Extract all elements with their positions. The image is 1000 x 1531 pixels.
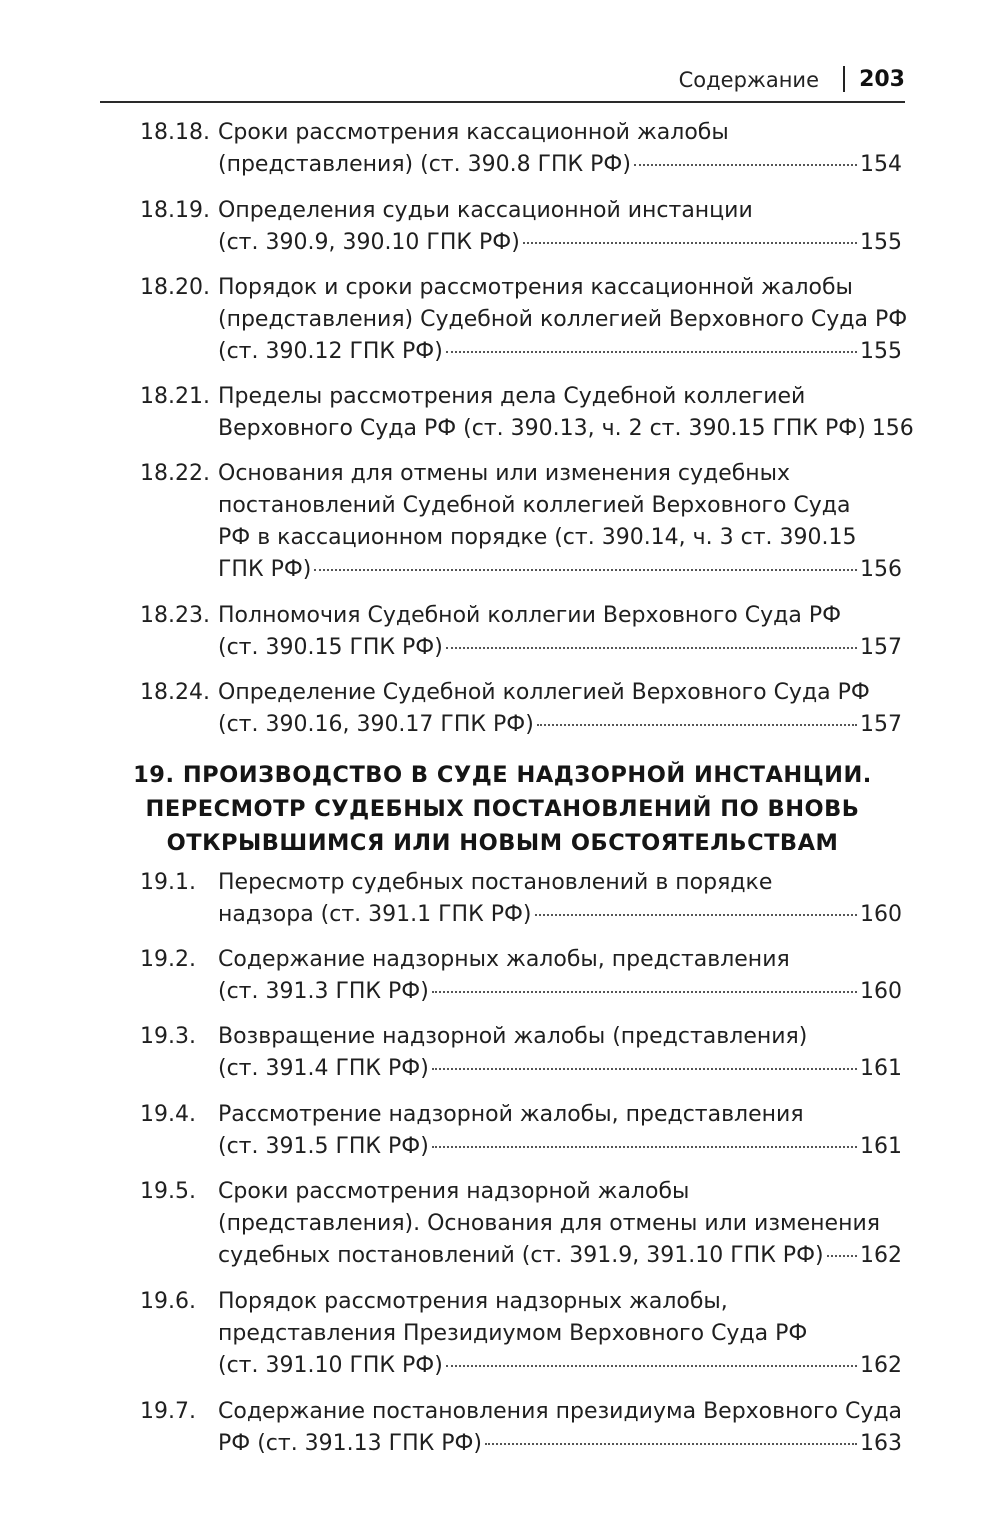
- toc-entry-number: 18.21.: [140, 384, 210, 409]
- dot-leader: [827, 1255, 857, 1257]
- toc-entry-page: 156: [860, 557, 902, 582]
- toc-entry-page: 162: [860, 1353, 902, 1378]
- toc-entry-line: судебных постановлений (ст. 391.9, 391.10 ГПК РФ): [218, 1243, 824, 1268]
- dot-leader: [535, 914, 858, 916]
- dot-leader: [314, 569, 857, 571]
- toc-entry-line: Пределы рассмотрения дела Судебной коллегией: [218, 384, 806, 409]
- toc-entry-last-line: [218, 1053, 902, 1085]
- running-header-section: Содержание: [678, 68, 819, 92]
- dot-leader: [446, 647, 857, 649]
- toc-entry-body: [218, 944, 902, 1008]
- toc-entry-line: (представления). Основания для отмены или изменения: [218, 1211, 880, 1236]
- toc-entry-last-line: [218, 554, 902, 586]
- toc-entry-line: (ст. 391.5 ГПК РФ): [218, 1134, 429, 1159]
- chapter-heading-line: ОТКРЫВШИМСЯ ИЛИ НОВЫМ ОБСТОЯТЕЛЬСТВАМ: [166, 830, 839, 856]
- toc-entry-last-line: [218, 899, 902, 931]
- toc-entry-line: (ст. 390.12 ГПК РФ): [218, 339, 443, 364]
- chapter-heading-line: ПЕРЕСМОТР СУДЕБНЫХ ПОСТАНОВЛЕНИЙ ПО ВНОВЬ: [145, 796, 860, 822]
- toc-entry-body: [218, 677, 902, 741]
- toc-entry-number: 19.1.: [140, 870, 196, 895]
- toc-entry-line: (ст. 391.4 ГПК РФ): [218, 1056, 429, 1081]
- toc-entry-line: надзора (ст. 391.1 ГПК РФ): [218, 902, 532, 927]
- dot-leader: [446, 1365, 857, 1367]
- toc-entry-number: 19.2.: [140, 947, 196, 972]
- dot-leader: [523, 242, 857, 244]
- toc-entry-body: [218, 1286, 902, 1382]
- toc-entry-number: 19.3.: [140, 1024, 196, 1049]
- chapter-heading: [100, 758, 905, 860]
- toc-entry-page: 155: [860, 230, 902, 255]
- toc-entry-last-line: [218, 336, 902, 368]
- toc-entry-page: 156: [871, 416, 914, 441]
- toc-entry-page: 161: [860, 1134, 902, 1159]
- toc-entry-line: (ст. 391.10 ГПК РФ): [218, 1353, 443, 1378]
- toc-entry-page: 155: [860, 339, 902, 364]
- toc-entry-body: [218, 381, 914, 445]
- toc-entry-line: (представления) (ст. 390.8 ГПК РФ): [218, 152, 631, 177]
- toc-entry-line: (ст. 390.9, 390.10 ГПК РФ): [218, 230, 520, 255]
- toc-entry-line: постановлений Судебной коллегией Верховного Суда: [218, 493, 851, 518]
- toc-entry-page: 161: [860, 1056, 902, 1081]
- toc-entry-number: 18.18.: [140, 120, 210, 145]
- toc-entry-line: Пересмотр судебных постановлений в порядке: [218, 870, 773, 895]
- toc-entry-last-line: [218, 413, 914, 445]
- toc-entry-line: Полномочия Судебной коллегии Верховного Суда РФ: [218, 603, 842, 628]
- toc-entry-line: Сроки рассмотрения кассационной жалобы: [218, 120, 729, 145]
- dot-leader: [634, 164, 857, 166]
- toc-entry-line: Рассмотрение надзорной жалобы, представления: [218, 1102, 804, 1127]
- toc-entry-body: [218, 1176, 902, 1272]
- toc-entry-body: [218, 867, 902, 931]
- toc-entry-last-line: [218, 149, 902, 181]
- toc-entry-body: [218, 117, 902, 181]
- toc-entry-line: (ст. 390.15 ГПК РФ): [218, 635, 443, 660]
- toc-entry-number: 18.19.: [140, 198, 210, 223]
- toc-entry-last-line: [218, 1428, 902, 1460]
- toc-entry-body: [218, 195, 902, 259]
- toc-entry-number: 19.6.: [140, 1289, 196, 1314]
- toc-entry-number: 19.7.: [140, 1399, 196, 1424]
- toc-entry-body: [218, 1099, 902, 1163]
- toc-entry-line: Основания для отмены или изменения судебных: [218, 461, 791, 486]
- running-header: [100, 60, 905, 103]
- toc-entry-line: Сроки рассмотрения надзорной жалобы: [218, 1179, 690, 1204]
- dot-leader: [485, 1443, 857, 1445]
- toc-entry-body: [218, 1396, 902, 1460]
- toc-entry-line: ГПК РФ): [218, 557, 312, 582]
- toc-entry-line: (представления) Судебной коллегией Верховного Суда РФ: [218, 307, 908, 332]
- toc-entry-last-line: [218, 227, 902, 259]
- toc-entry-page: 154: [860, 152, 902, 177]
- toc-entry-line: (ст. 390.16, 390.17 ГПК РФ): [218, 712, 534, 737]
- chapter-heading-line: 19. ПРОИЗВОДСТВО В СУДЕ НАДЗОРНОЙ ИНСТАНЦИИ.: [133, 762, 872, 788]
- toc-entry-page: 160: [860, 979, 902, 1004]
- dot-leader: [432, 991, 857, 993]
- toc-entry-body: [218, 600, 902, 664]
- toc-entry-body: [218, 272, 908, 368]
- page-number: 203: [859, 67, 905, 92]
- toc-entry-line: Порядок рассмотрения надзорных жалобы,: [218, 1289, 728, 1314]
- toc-entry-number: 19.5.: [140, 1179, 196, 1204]
- header-separator: [843, 66, 845, 92]
- toc-entry-number: 18.24.: [140, 680, 210, 705]
- toc-entry-line: (ст. 391.3 ГПК РФ): [218, 979, 429, 1004]
- toc-entry-page: 157: [860, 712, 902, 737]
- toc-entry-number: 18.20.: [140, 275, 210, 300]
- toc-entry-line: РФ (ст. 391.13 ГПК РФ): [218, 1431, 483, 1456]
- toc-entry-line: Содержание надзорных жалобы, представления: [218, 947, 790, 972]
- toc-entry-page: 162: [860, 1243, 902, 1268]
- toc-entry-line: Верховного Суда РФ (ст. 390.13, ч. 2 ст. 390.15 ГПК РФ): [218, 416, 866, 441]
- toc-entry-line: Определение Судебной коллегией Верховного Суда РФ: [218, 680, 870, 705]
- toc-entry-number: 18.23.: [140, 603, 210, 628]
- toc-entry-last-line: [218, 709, 902, 741]
- toc-entry-number: 18.22.: [140, 461, 210, 486]
- toc-entry-line: Возвращение надзорной жалобы (представления): [218, 1024, 808, 1049]
- toc-entry-line: Определения судьи кассационной инстанции: [218, 198, 753, 223]
- toc-entry-last-line: [218, 976, 902, 1008]
- toc-entry-number: 19.4.: [140, 1102, 196, 1127]
- toc-entry-body: [218, 1021, 902, 1085]
- toc-entry-line: представления Президиумом Верховного Суда РФ: [218, 1321, 808, 1346]
- toc-entry-page: 157: [860, 635, 902, 660]
- toc-entry-last-line: [218, 1350, 902, 1382]
- toc-entry-line: РФ в кассационном порядке (ст. 390.14, ч. 3 ст. 390.15: [218, 525, 857, 550]
- toc-entry-line: Порядок и сроки рассмотрения кассационной жалобы: [218, 275, 853, 300]
- toc-entry-body: [218, 458, 902, 586]
- toc-entry-last-line: [218, 632, 902, 664]
- dot-leader: [432, 1146, 857, 1148]
- toc-entry-last-line: [218, 1240, 902, 1272]
- dot-leader: [446, 351, 857, 353]
- toc-entry-last-line: [218, 1131, 902, 1163]
- dot-leader: [432, 1068, 857, 1070]
- toc-entry-page: 160: [860, 902, 902, 927]
- toc-entry-page: 163: [860, 1431, 902, 1456]
- dot-leader: [537, 724, 857, 726]
- toc-entry-line: Содержание постановления президиума Верховного Суда: [218, 1399, 903, 1424]
